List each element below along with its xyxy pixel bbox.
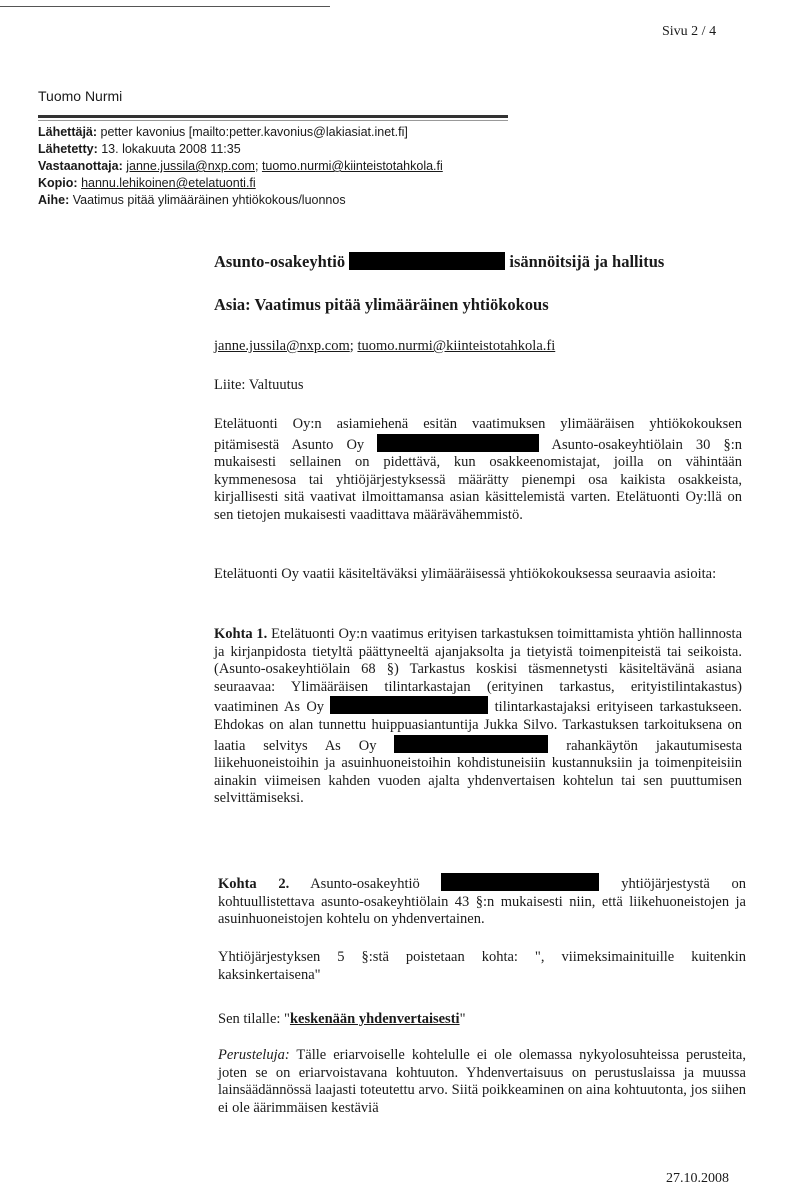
paragraph-replacement <box>218 1011 746 1029</box>
to-separator: ; <box>254 159 259 173</box>
para1-text-a: Etelätuonti Oy:n asiamiehenä esitän vaatimuksen ylimääräisen yhtiökokouksen pitämisestä Asunto Oy <box>214 416 742 453</box>
sent-label: Lähetetty: <box>38 142 98 156</box>
item2-text-a: Asunto-osakeyhtiö <box>310 876 420 892</box>
sent-value: 13. lokakuuta 2008 11:35 <box>101 142 241 156</box>
from-label: Lähettäjä: <box>38 125 98 139</box>
cc-link[interactable]: hannu.lehikoinen@etelatuonti.fi <box>81 176 256 190</box>
item1-label: Kohta 1. <box>214 626 268 642</box>
top-rule <box>0 6 330 7</box>
recipient-link-2[interactable]: tuomo.nurmi@kiinteistotahkola.fi <box>357 338 556 354</box>
item2-text-b: yhtiöjärjestystä on kohtuullistettava asunto-osakeyhtiölain 43 §:n mukaisesti niin, että liikehuoneistojen ja asuinhuoneistojen kohtelu on yhdenvertainen. <box>218 876 747 928</box>
redaction-block <box>349 252 505 270</box>
footer-date: 27.10.2008 <box>666 1171 729 1186</box>
replace-bold: keskenään yhdenvertaisesti <box>289 1011 460 1027</box>
heading-prefix: Asunto-osakeyhtiö <box>214 252 346 271</box>
subject-label: Aihe: <box>38 193 70 207</box>
agenda-item-1 <box>214 626 742 808</box>
header-divider-thin <box>38 120 508 121</box>
redaction-block <box>330 696 488 714</box>
paragraph-removal: Yhtiöjärjestyksen 5 §:stä poistetaan kohta: ", viimeksimainituille kuitenkin kaksinkertaisena" <box>218 949 746 983</box>
sender-name: Tuomo Nurmi <box>38 88 123 104</box>
sent-row <box>38 141 443 158</box>
from-value: petter kavonius [mailto:petter.kavonius@lakiasiat.inet.fi] <box>100 125 408 139</box>
grounds-text: Tälle eriarvoiselle kohtelulle ei ole olemassa nykyolosuhteissa perusteita, joten se on eriarvoistavana kohtuuton. Yhdenvertaisuus on perustuslaissa ja muussa lainsäädännössä laajasti toteutettu arvo. Siitä poikkeaminen on aina kohtuutonta, jos siihen ei ole äärimmäisen kestäviä <box>218 1047 746 1116</box>
recipient-separator: ; <box>349 338 354 354</box>
item1-text-a: Etelätuonti Oy:n vaatimus erityisen tarkastuksen toimittamista yhtiön hallinnosta ja kirjanpidosta tietyltä päättyneeltä ajanjaksolta ja tietyistä toimenpiteistä tai seikoista. (Asunto-osakeyhtiölain 68 §) Tarkastus koskisi täsmennetysti käsiteltävänä asiana seuraavaa: Ylimääräisen tilintarkastajan (erityinen tarkastus, erityistilintakastus) vaatiminen As Oy <box>214 626 742 716</box>
header-divider <box>38 115 508 118</box>
from-row <box>38 124 443 141</box>
replace-prefix: Sen tilalle: " <box>218 1011 290 1027</box>
redaction-block <box>441 873 599 891</box>
cc-row <box>38 175 443 192</box>
to-link-1[interactable]: janne.jussila@nxp.com <box>126 159 255 173</box>
to-link-2[interactable]: tuomo.nurmi@kiinteistotahkola.fi <box>261 159 443 173</box>
redaction-block <box>394 735 548 753</box>
para1-text-b: Asunto-osakeyhtiölain 30 §:n mukaisesti sellainen on pidettävä, kun osakkeenomistajat, joilla on vähintään kymmenesosa tai yhtiöjärjestyksessä määrätty pienempi osa kaikista osakkeista, kirjallisesti sitä vaativat ilmoittamansa asian käsittelemistä varten. Etelätuonti Oy:llä on sen tietojen mukaisesti vaadittava määrävähemmistö. <box>214 436 742 523</box>
subject-value: Vaatimus pitää ylimääräinen yhtiökokous/luonnos <box>72 193 346 207</box>
page-number: Sivu 2 / 4 <box>662 24 717 39</box>
paragraph-grounds <box>218 1047 746 1117</box>
recipients-line <box>214 338 555 355</box>
grounds-label: Perusteluja: <box>218 1047 290 1063</box>
replace-suffix: " <box>459 1011 466 1027</box>
paragraph-request <box>214 416 742 525</box>
letter-heading <box>214 252 664 272</box>
heading-suffix: isännöitsijä ja hallitus <box>509 252 665 271</box>
agenda-item-2 <box>218 873 746 929</box>
attachment-line: Liite: Valtuutus <box>214 377 304 393</box>
redaction-block <box>377 434 539 452</box>
recipient-link-1[interactable]: janne.jussila@nxp.com <box>214 338 350 354</box>
email-header <box>38 124 443 209</box>
item1-text-c: rahankäytön jakautumisesta liikehuoneistoihin ja asuinhuoneistoihin kohdistuneisiin kustannuksiin ja toimenpiteisiin ainakin viimeisen kahden vuoden ajalta yhdenvertaisen kohtelun tai sen puuttumisen selvittämiseksi. <box>214 737 743 807</box>
to-row <box>38 158 443 175</box>
subject-row <box>38 192 443 209</box>
item1-text-b: tilintarkastajaksi erityiseen tarkastukseen. Ehdokas on alan tunnettu huippuasiantuntija Jukka Silvo. Tarkastuksen tarkoituksena on laatia selvitys As Oy <box>214 699 742 754</box>
item2-label: Kohta 2. <box>218 876 290 892</box>
cc-label: Kopio: <box>38 176 78 190</box>
to-label: Vastaanottaja: <box>38 159 123 173</box>
paragraph-agenda-intro: Etelätuonti Oy vaatii käsiteltäväksi ylimääräisessä yhtiökokouksessa seuraavia asioita: <box>214 566 717 582</box>
letter-subject: Asia: Vaatimus pitää ylimääräinen yhtiökokous <box>214 295 549 314</box>
